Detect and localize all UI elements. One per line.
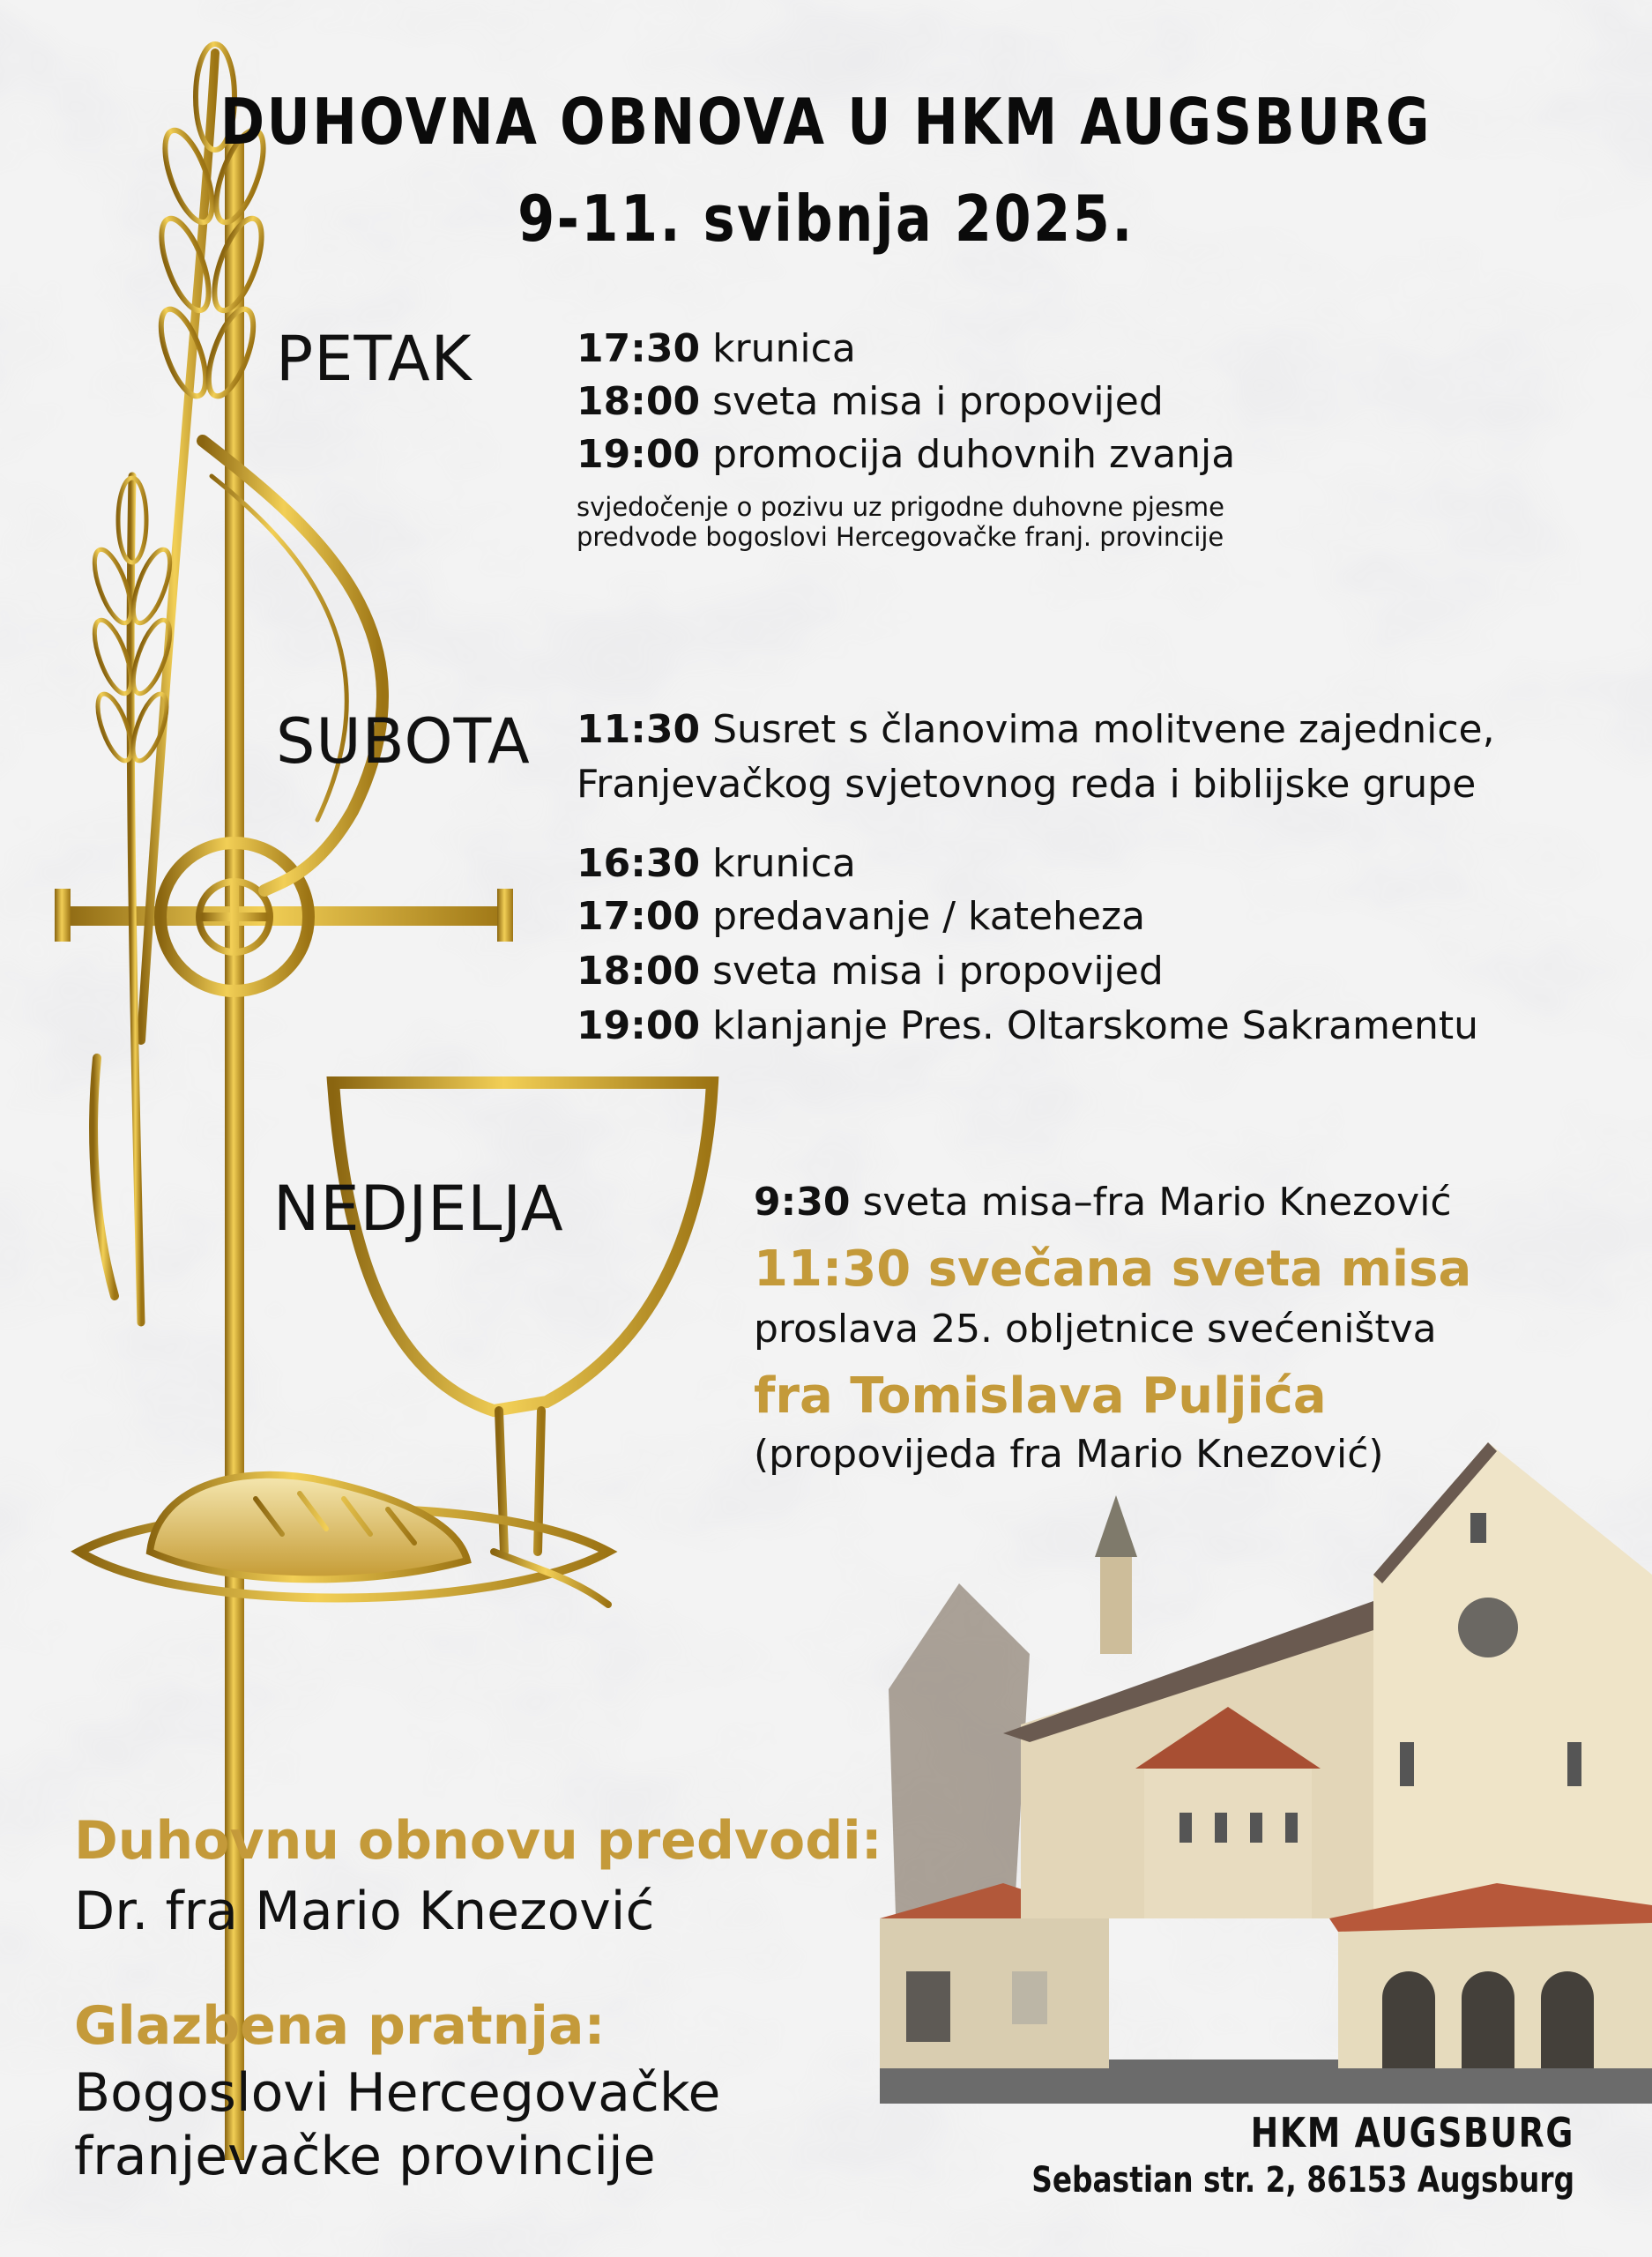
- petak-item-3: 19:00 promocija duhovnih zvanja: [577, 432, 1236, 477]
- day-subota: SUBOTA: [276, 705, 531, 778]
- subota-item-1: 11:30 Susret s članovima molitvene zajednice,: [577, 707, 1495, 752]
- subota-item-2: 16:30 krunica: [577, 841, 856, 886]
- petak-note-1: svjedočenje o pozivu uz prigodne duhovne pjesme: [577, 492, 1224, 522]
- nedjelja-item-3: proslava 25. obljetnice svećeništva: [754, 1307, 1437, 1352]
- music-line-1: Bogoslovi Hercegovačke: [74, 2062, 721, 2124]
- music-line-2: franjevačke provincije: [74, 2126, 656, 2187]
- subota-item-5: 19:00 klanjanje Pres. Oltarskome Sakramentu: [577, 1003, 1479, 1048]
- day-nedjelja: NEDJELJA: [273, 1173, 564, 1245]
- leader-name: Dr. fra Mario Knezović: [74, 1881, 655, 1942]
- address-street: Sebastian str. 2, 86153 Augsburg: [1031, 2160, 1574, 2201]
- day-petak: PETAK: [276, 323, 473, 395]
- subota-item-3: 17:00 predavanje / kateheza: [577, 894, 1146, 939]
- main-title: DUHOVNA OBNOVA U HKM AUGSBURG: [220, 85, 1432, 159]
- music-label: Glazbena pratnja:: [74, 1995, 606, 2057]
- petak-item-2: 18:00 sveta misa i propovijed: [577, 379, 1164, 424]
- event-date: 9-11. svibnja 2025.: [517, 182, 1135, 256]
- church-photo: [880, 1425, 1652, 2104]
- petak-item-1: 17:30 krunica: [577, 326, 856, 371]
- nedjelja-item-2: 11:30 svečana sveta misa: [754, 1240, 1472, 1298]
- leader-label: Duhovnu obnovu predvodi:: [74, 1810, 882, 1872]
- nedjelja-item-5: (propovijeda fra Mario Knezović): [754, 1432, 1384, 1477]
- nedjelja-item-1: 9:30 sveta misa–fra Mario Knezović: [754, 1180, 1452, 1225]
- petak-note-2: predvode bogoslovi Hercegovačke franj. provincije: [577, 522, 1224, 552]
- nedjelja-item-4: fra Tomislava Puljića: [754, 1367, 1327, 1425]
- address-name: HKM AUGSBURG: [1250, 2109, 1574, 2156]
- subota-item-1-cont: Franjevačkog svjetovnog reda i biblijske grupe: [577, 762, 1477, 807]
- subota-item-4: 18:00 sveta misa i propovijed: [577, 949, 1164, 994]
